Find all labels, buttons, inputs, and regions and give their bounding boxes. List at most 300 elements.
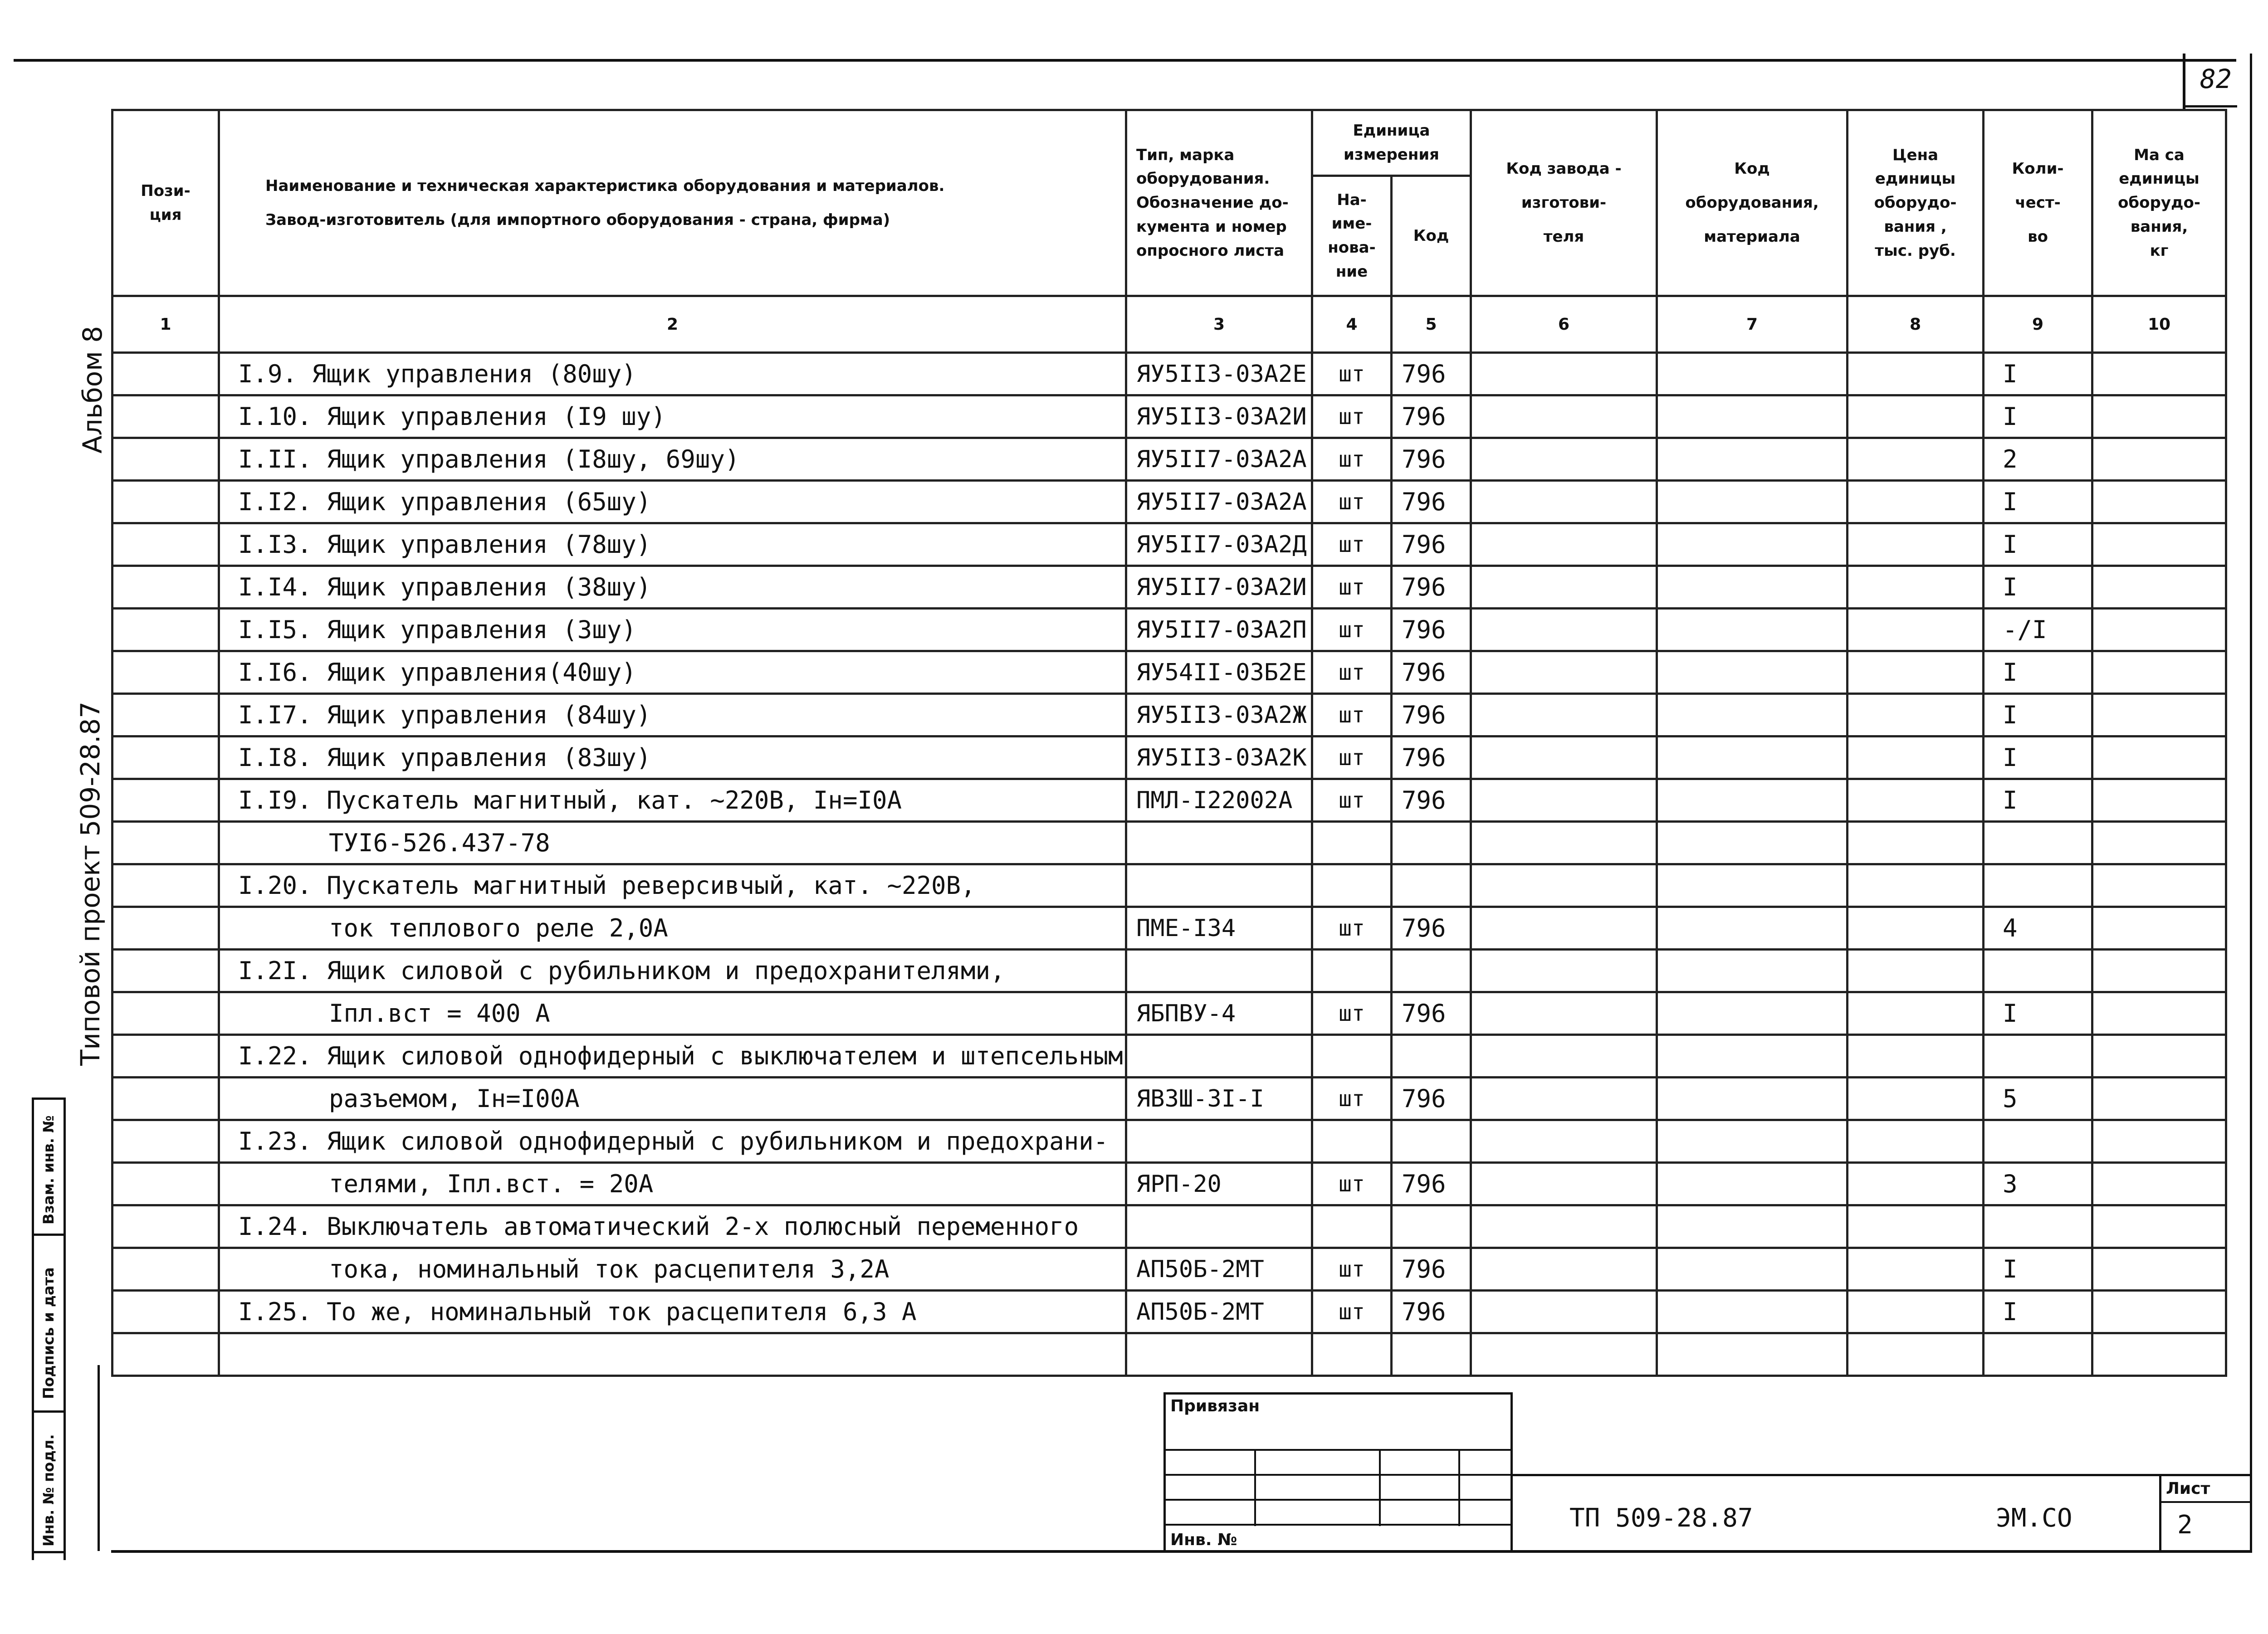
- row-price-cell: [1848, 1120, 1984, 1163]
- row-quantity-cell: 2: [1984, 438, 2092, 481]
- row-maker-code-cell: [1471, 1333, 1657, 1376]
- header-position: Пози- ция: [112, 110, 219, 296]
- table-row: [112, 950, 2226, 992]
- row-price-cell: [1848, 1078, 1984, 1120]
- col-number: 2: [219, 296, 1126, 353]
- row-type-cell: ЯУ54II-03Б2Е: [1126, 651, 1312, 694]
- row-position-cell: [112, 864, 219, 907]
- table-row: [112, 907, 2226, 950]
- row-quantity-cell: I: [1984, 779, 2092, 822]
- row-position-cell: [112, 651, 219, 694]
- row-mass-cell: [2092, 1120, 2226, 1163]
- row-maker-code-cell: [1471, 864, 1657, 907]
- table-row: [112, 438, 2226, 481]
- header-name: [219, 110, 1126, 296]
- row-equipment-code-cell: [1657, 864, 1848, 907]
- table-row: [112, 481, 2226, 523]
- header-mass: Ма са единицы оборудо- вания, кг: [2092, 110, 2226, 296]
- row-position-cell: [112, 481, 219, 523]
- specification-table: [111, 109, 2227, 1377]
- row-type-cell: АП50Б-2МТ: [1126, 1291, 1312, 1333]
- row-equipment-code-cell: [1657, 523, 1848, 566]
- row-price-cell: [1848, 737, 1984, 779]
- row-equipment-code-cell: [1657, 1291, 1848, 1333]
- row-price-cell: [1848, 822, 1984, 864]
- row-maker-code-cell: [1471, 1248, 1657, 1291]
- row-maker-code-cell: [1471, 907, 1657, 950]
- table-body: [112, 353, 2226, 1376]
- row-equipment-code-cell: [1657, 737, 1848, 779]
- row-mass-cell: [2092, 566, 2226, 609]
- row-price-cell: [1848, 694, 1984, 737]
- row-unit-cell: шт: [1312, 651, 1392, 694]
- row-unit-code-cell: 796: [1392, 651, 1471, 694]
- row-price-cell: [1848, 992, 1984, 1035]
- row-maker-code-cell: [1471, 651, 1657, 694]
- row-price-cell: [1848, 779, 1984, 822]
- stamp-divider-2: [32, 1234, 66, 1236]
- album-label: Альбом 8: [77, 326, 108, 454]
- row-price-cell: [1848, 864, 1984, 907]
- stamp-replace-inv: Взам. инв. №: [40, 1115, 57, 1224]
- inv-number-label: Инв. №: [1170, 1531, 1237, 1549]
- row-unit-code-cell: [1392, 822, 1471, 864]
- header-maker-code: Код завода - изготови- теля: [1471, 110, 1657, 296]
- row-maker-code-cell: [1471, 609, 1657, 651]
- row-position-cell: [112, 992, 219, 1035]
- row-unit-code-cell: 796: [1392, 992, 1471, 1035]
- row-name-cell: I.23. Ящик силовой однофидерный с рубильником и предохрани-: [219, 1120, 1126, 1163]
- row-mass-cell: [2092, 992, 2226, 1035]
- row-mass-cell: [2092, 1035, 2226, 1078]
- row-unit-cell: [1312, 1120, 1392, 1163]
- row-equipment-code-cell: [1657, 1248, 1848, 1291]
- row-position-cell: [112, 737, 219, 779]
- row-quantity-cell: [1984, 1035, 2092, 1078]
- page-number-box-left: [2183, 54, 2185, 109]
- row-unit-code-cell: [1392, 1333, 1471, 1376]
- row-unit-cell: шт: [1312, 481, 1392, 523]
- row-type-cell: ПМЛ-I22002А: [1126, 779, 1312, 822]
- row-position-cell: [112, 438, 219, 481]
- row-equipment-code-cell: [1657, 1205, 1848, 1248]
- row-unit-code-cell: [1392, 864, 1471, 907]
- row-type-cell: ЯУ5II7-03А2И: [1126, 566, 1312, 609]
- row-mass-cell: [2092, 1333, 2226, 1376]
- page-number: 82: [2200, 63, 2232, 94]
- row-name-cell: Iпл.вст = 400 А: [219, 992, 1126, 1035]
- row-maker-code-cell: [1471, 1035, 1657, 1078]
- row-position-cell: [112, 950, 219, 992]
- row-price-cell: [1848, 481, 1984, 523]
- row-unit-cell: шт: [1312, 523, 1392, 566]
- row-type-cell: [1126, 1035, 1312, 1078]
- row-price-cell: [1848, 651, 1984, 694]
- row-position-cell: [112, 609, 219, 651]
- row-price-cell: [1848, 438, 1984, 481]
- linked-box-left: [1163, 1392, 1166, 1551]
- row-price-cell: [1848, 1333, 1984, 1376]
- row-maker-code-cell: [1471, 950, 1657, 992]
- col-number: 8: [1848, 296, 1984, 353]
- row-name-cell: I.10. Ящик управления (I9 шу): [219, 395, 1126, 438]
- linked-box-right: [1510, 1392, 1513, 1551]
- row-unit-code-cell: 796: [1392, 438, 1471, 481]
- row-position-cell: [112, 1333, 219, 1376]
- row-mass-cell: [2092, 609, 2226, 651]
- row-position-cell: [112, 1078, 219, 1120]
- sheet-number: 2: [2177, 1510, 2193, 1540]
- row-unit-cell: шт: [1312, 353, 1392, 395]
- row-equipment-code-cell: [1657, 779, 1848, 822]
- col-number: 1: [112, 296, 219, 353]
- row-unit-cell: шт: [1312, 609, 1392, 651]
- row-price-cell: [1848, 1035, 1984, 1078]
- row-position-cell: [112, 1291, 219, 1333]
- row-quantity-cell: I: [1984, 651, 2092, 694]
- row-unit-cell: [1312, 1035, 1392, 1078]
- table-row: [112, 737, 2226, 779]
- row-price-cell: [1848, 395, 1984, 438]
- row-mass-cell: [2092, 1205, 2226, 1248]
- row-maker-code-cell: [1471, 694, 1657, 737]
- header-unit-name: На- име- нова- ние: [1312, 176, 1392, 296]
- table-row: [112, 651, 2226, 694]
- row-quantity-cell: I: [1984, 481, 2092, 523]
- sheet-box-mid: [2159, 1501, 2252, 1503]
- row-maker-code-cell: [1471, 523, 1657, 566]
- row-equipment-code-cell: [1657, 1333, 1848, 1376]
- row-mass-cell: [2092, 950, 2226, 992]
- table-row: [112, 1291, 2226, 1333]
- project-label: Типовой проект 509-28.87: [75, 701, 106, 1066]
- col-number: 7: [1657, 296, 1848, 353]
- row-mass-cell: [2092, 395, 2226, 438]
- row-name-cell: [219, 1333, 1126, 1376]
- row-maker-code-cell: [1471, 779, 1657, 822]
- linked-box-v2: [1379, 1449, 1381, 1526]
- row-mass-cell: [2092, 1078, 2226, 1120]
- row-type-cell: [1126, 950, 1312, 992]
- header-equipment-code: Код оборудования, материала: [1657, 110, 1848, 296]
- row-maker-code-cell: [1471, 566, 1657, 609]
- stamp-divider-1: [32, 1097, 66, 1100]
- row-unit-cell: шт: [1312, 694, 1392, 737]
- table-row: [112, 523, 2226, 566]
- linked-box-v3: [1458, 1449, 1460, 1526]
- row-price-cell: [1848, 1163, 1984, 1205]
- row-quantity-cell: [1984, 1205, 2092, 1248]
- row-type-cell: ЯУ5II3-03А2Ж: [1126, 694, 1312, 737]
- header-name-line1: Наименование и техническая характеристика оборудования и материалов.: [265, 176, 945, 195]
- row-type-cell: ЯУ5II7-03А2А: [1126, 438, 1312, 481]
- table-row: [112, 566, 2226, 609]
- row-maker-code-cell: [1471, 1163, 1657, 1205]
- row-unit-cell: шт: [1312, 1248, 1392, 1291]
- table-row: [112, 822, 2226, 864]
- row-position-cell: [112, 779, 219, 822]
- row-name-cell: I.I5. Ящик управления (3шу): [219, 609, 1126, 651]
- column-number-row: [112, 296, 2226, 353]
- row-type-cell: ЯУ5II7-03А2П: [1126, 609, 1312, 651]
- linked-box-top: [1163, 1392, 1513, 1395]
- row-name-cell: I.22. Ящик силовой однофидерный с выключателем и штепсельным: [219, 1035, 1126, 1078]
- row-position-cell: [112, 395, 219, 438]
- row-name-cell: I.I7. Ящик управления (84шу): [219, 694, 1126, 737]
- row-unit-code-cell: 796: [1392, 609, 1471, 651]
- table-row: [112, 1078, 2226, 1120]
- row-unit-cell: [1312, 1205, 1392, 1248]
- table-row: [112, 609, 2226, 651]
- linked-label: Привязан: [1170, 1397, 1260, 1415]
- table-row: [112, 395, 2226, 438]
- row-unit-code-cell: 796: [1392, 481, 1471, 523]
- row-mass-cell: [2092, 1248, 2226, 1291]
- row-maker-code-cell: [1471, 992, 1657, 1035]
- header-row: [112, 110, 2226, 176]
- row-price-cell: [1848, 1205, 1984, 1248]
- row-quantity-cell: I: [1984, 353, 2092, 395]
- row-quantity-cell: I: [1984, 395, 2092, 438]
- row-name-cell: I.I3. Ящик управления (78шу): [219, 523, 1126, 566]
- row-unit-cell: шт: [1312, 779, 1392, 822]
- row-price-cell: [1848, 907, 1984, 950]
- top-border-line: [14, 59, 2236, 62]
- row-type-cell: ЯУ5II7-03А2А: [1126, 481, 1312, 523]
- row-unit-code-cell: 796: [1392, 907, 1471, 950]
- row-quantity-cell: 3: [1984, 1163, 2092, 1205]
- table-row: [112, 864, 2226, 907]
- row-position-cell: [112, 566, 219, 609]
- row-name-cell: I.25. То же, номинальный ток расцепителя 6,3 А: [219, 1291, 1126, 1333]
- header-unit-group: Единица измерения: [1312, 110, 1471, 176]
- row-unit-code-cell: 796: [1392, 779, 1471, 822]
- row-equipment-code-cell: [1657, 395, 1848, 438]
- row-unit-cell: шт: [1312, 737, 1392, 779]
- col-number: 5: [1392, 296, 1471, 353]
- row-name-cell: I.I6. Ящик управления(40шу): [219, 651, 1126, 694]
- row-mass-cell: [2092, 523, 2226, 566]
- table-row: [112, 1248, 2226, 1291]
- row-mass-cell: [2092, 353, 2226, 395]
- row-unit-code-cell: 796: [1392, 353, 1471, 395]
- table-row: [112, 1333, 2226, 1376]
- table-row: [112, 1205, 2226, 1248]
- row-unit-code-cell: 796: [1392, 566, 1471, 609]
- row-maker-code-cell: [1471, 395, 1657, 438]
- header-unit-code: Код: [1392, 176, 1471, 296]
- row-unit-cell: [1312, 1333, 1392, 1376]
- row-name-cell: ток теплового реле 2,0А: [219, 907, 1126, 950]
- row-unit-cell: [1312, 950, 1392, 992]
- linked-box-v1: [1254, 1449, 1256, 1526]
- row-unit-code-cell: 796: [1392, 737, 1471, 779]
- row-type-cell: ЯУ5II7-03А2Д: [1126, 523, 1312, 566]
- left-frame-line: [98, 1365, 100, 1551]
- row-position-cell: [112, 353, 219, 395]
- row-type-cell: ПМЕ-I34: [1126, 907, 1312, 950]
- row-price-cell: [1848, 1248, 1984, 1291]
- col-number: 4: [1312, 296, 1392, 353]
- row-equipment-code-cell: [1657, 1078, 1848, 1120]
- bottom-border-line: [111, 1550, 2252, 1553]
- header-quantity: Коли- чест- во: [1984, 110, 2092, 296]
- row-maker-code-cell: [1471, 1120, 1657, 1163]
- row-unit-code-cell: [1392, 950, 1471, 992]
- header-name-line2: Завод-изготовитель (для импортного оборудования - страна, фирма): [265, 210, 890, 229]
- row-mass-cell: [2092, 481, 2226, 523]
- row-type-cell: ЯУ5II3-03А2К: [1126, 737, 1312, 779]
- stamp-column-outer: [32, 1097, 34, 1560]
- row-equipment-code-cell: [1657, 438, 1848, 481]
- row-maker-code-cell: [1471, 353, 1657, 395]
- sheet-label: Лист: [2166, 1479, 2210, 1498]
- table-row: [112, 1120, 2226, 1163]
- row-position-cell: [112, 822, 219, 864]
- row-mass-cell: [2092, 438, 2226, 481]
- stamp-divider-4: [32, 1551, 66, 1553]
- linked-box-h1: [1163, 1449, 1513, 1451]
- row-type-cell: [1126, 1205, 1312, 1248]
- linked-box-h2: [1163, 1474, 1513, 1476]
- row-name-cell: I.2I. Ящик силовой с рубильником и предохранителями,: [219, 950, 1126, 992]
- row-quantity-cell: I: [1984, 737, 2092, 779]
- row-maker-code-cell: [1471, 1205, 1657, 1248]
- row-equipment-code-cell: [1657, 1163, 1848, 1205]
- row-quantity-cell: I: [1984, 992, 2092, 1035]
- row-unit-cell: шт: [1312, 907, 1392, 950]
- row-unit-code-cell: 796: [1392, 1248, 1471, 1291]
- row-quantity-cell: 4: [1984, 907, 2092, 950]
- row-unit-cell: шт: [1312, 1163, 1392, 1205]
- row-name-cell: I.I2. Ящик управления (65шу): [219, 481, 1126, 523]
- row-unit-cell: [1312, 822, 1392, 864]
- linked-box-h3: [1163, 1499, 1513, 1501]
- row-position-cell: [112, 523, 219, 566]
- row-position-cell: [112, 1205, 219, 1248]
- row-type-cell: ЯВЗШ-3I-I: [1126, 1078, 1312, 1120]
- row-type-cell: [1126, 822, 1312, 864]
- row-equipment-code-cell: [1657, 992, 1848, 1035]
- row-equipment-code-cell: [1657, 1120, 1848, 1163]
- row-name-cell: I.I9. Пускатель магнитный, кат. ~220В, Iн=I0А: [219, 779, 1126, 822]
- row-name-cell: разъемом, Iн=I00А: [219, 1078, 1126, 1120]
- row-maker-code-cell: [1471, 1291, 1657, 1333]
- row-mass-cell: [2092, 907, 2226, 950]
- row-name-cell: I.II. Ящик управления (I8шу, 69шу): [219, 438, 1126, 481]
- row-equipment-code-cell: [1657, 950, 1848, 992]
- row-quantity-cell: I: [1984, 566, 2092, 609]
- row-unit-code-cell: 796: [1392, 1291, 1471, 1333]
- row-mass-cell: [2092, 779, 2226, 822]
- row-quantity-cell: I: [1984, 1291, 2092, 1333]
- row-name-cell: ТУI6-526.437-78: [219, 822, 1126, 864]
- row-quantity-cell: [1984, 1120, 2092, 1163]
- row-name-cell: I.24. Выключатель автоматический 2-х полюсный переменного: [219, 1205, 1126, 1248]
- row-type-cell: ЯБПВУ-4: [1126, 992, 1312, 1035]
- row-position-cell: [112, 1120, 219, 1163]
- table-row: [112, 694, 2226, 737]
- row-type-cell: АП50Б-2МТ: [1126, 1248, 1312, 1291]
- linked-box-h4: [1163, 1524, 1513, 1526]
- row-type-cell: ЯУ5II3-03А2И: [1126, 395, 1312, 438]
- stamp-divider-3: [32, 1410, 66, 1413]
- row-unit-code-cell: 796: [1392, 1078, 1471, 1120]
- row-position-cell: [112, 907, 219, 950]
- row-mass-cell: [2092, 822, 2226, 864]
- row-mass-cell: [2092, 694, 2226, 737]
- row-quantity-cell: [1984, 822, 2092, 864]
- row-maker-code-cell: [1471, 1078, 1657, 1120]
- header-type: Тип, марка оборудования. Обозначение до- кумента и номер опросного листа: [1126, 110, 1312, 296]
- row-position-cell: [112, 1035, 219, 1078]
- row-equipment-code-cell: [1657, 609, 1848, 651]
- col-number: 9: [1984, 296, 2092, 353]
- row-quantity-cell: 5: [1984, 1078, 2092, 1120]
- stamp-inv-podl: Инв. № подл.: [40, 1434, 57, 1546]
- row-maker-code-cell: [1471, 737, 1657, 779]
- row-quantity-cell: [1984, 1333, 2092, 1376]
- row-name-cell: I.20. Пускатель магнитный реверсивчый, кат. ~220В,: [219, 864, 1126, 907]
- table-row: [112, 779, 2226, 822]
- row-maker-code-cell: [1471, 822, 1657, 864]
- stamp-column-inner: [64, 1097, 66, 1560]
- row-type-cell: [1126, 1120, 1312, 1163]
- row-name-cell: телями, Iпл.вст. = 20А: [219, 1163, 1126, 1205]
- row-price-cell: [1848, 353, 1984, 395]
- row-quantity-cell: -/I: [1984, 609, 2092, 651]
- table-row: [112, 1163, 2226, 1205]
- row-unit-code-cell: 796: [1392, 694, 1471, 737]
- row-price-cell: [1848, 950, 1984, 992]
- row-quantity-cell: [1984, 864, 2092, 907]
- row-unit-code-cell: [1392, 1035, 1471, 1078]
- row-type-cell: [1126, 1333, 1312, 1376]
- row-unit-cell: шт: [1312, 438, 1392, 481]
- row-price-cell: [1848, 566, 1984, 609]
- row-equipment-code-cell: [1657, 481, 1848, 523]
- row-unit-cell: шт: [1312, 395, 1392, 438]
- row-unit-code-cell: [1392, 1205, 1471, 1248]
- row-price-cell: [1848, 609, 1984, 651]
- row-unit-cell: шт: [1312, 1078, 1392, 1120]
- row-position-cell: [112, 1248, 219, 1291]
- row-position-cell: [112, 1163, 219, 1205]
- right-border-line: [2250, 54, 2252, 1550]
- row-unit-code-cell: 796: [1392, 395, 1471, 438]
- row-quantity-cell: I: [1984, 694, 2092, 737]
- row-name-cell: I.I8. Ящик управления (83шу): [219, 737, 1126, 779]
- row-name-cell: тока, номинальный ток расцепителя 3,2А: [219, 1248, 1126, 1291]
- row-unit-code-cell: [1392, 1120, 1471, 1163]
- page-number-box-bottom: [2183, 105, 2237, 107]
- row-price-cell: [1848, 1291, 1984, 1333]
- row-unit-cell: [1312, 864, 1392, 907]
- row-equipment-code-cell: [1657, 651, 1848, 694]
- sheet-code: ЭМ.СО: [1996, 1503, 2072, 1533]
- col-number: 10: [2092, 296, 2226, 353]
- row-mass-cell: [2092, 1163, 2226, 1205]
- col-number: 3: [1126, 296, 1312, 353]
- table-row: [112, 353, 2226, 395]
- code-box-top: [1510, 1474, 2252, 1476]
- row-unit-cell: шт: [1312, 992, 1392, 1035]
- row-equipment-code-cell: [1657, 907, 1848, 950]
- row-unit-cell: шт: [1312, 566, 1392, 609]
- document-code: ТП 509-28.87: [1569, 1503, 1753, 1533]
- col-number: 6: [1471, 296, 1657, 353]
- row-quantity-cell: I: [1984, 523, 2092, 566]
